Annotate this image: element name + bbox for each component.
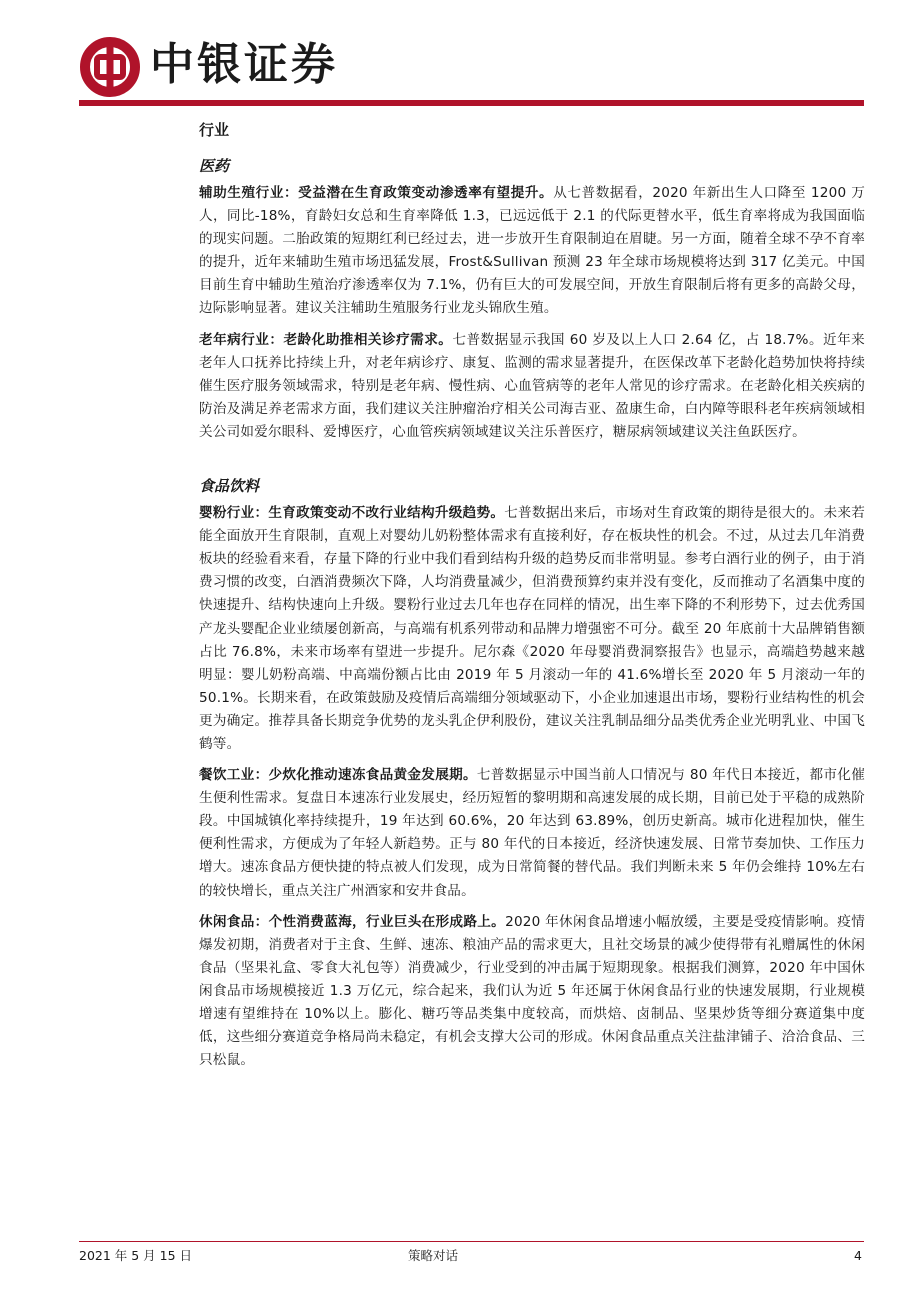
paragraph-lead: 餐饮工业：少炊化推动速冻食品黄金发展期。: [199, 767, 477, 784]
paragraph-catering-industry: [199, 764, 865, 903]
paragraph-body: 七普数据出来后，市场对生育政策的期待是很大的。未来若能全面放开生育限制，直观上对婴幼儿奶粉整体需求有直接利好，存在板块性的机会。不过，从过去几年消费板块的经验看来看，存量下降的行业中我们看到结构升级的趋势反而非常明显。参考白酒行业的例子，由于消费习惯的改变，白酒消费频次下降，人均消费量减少，但消费预算约束并没有变化，反而推动了名酒集中度的快速提升、结构快速向上升级。婴粉行业过去几年也存在同样的情况，出生率下降的不利形势下，过去优秀国产龙头婴配企业业绩屡创新高，与高端有机系列带动和品牌力增强密不可分。截至 20 年底前十大品牌销售额占比 76.8%，未来市场率有望进一步提升。尼尔森《2020 年母婴消费洞察报告》也显示，高端趋势越来越明显：婴儿奶粉高端、中高端份额占比由 2019 年 5 月滚动一年的 41.6%增长至 2020 年 5 月滚动一年的 50.1%。长期来看，在政策鼓励及疫情后高端细分领域驱动下，小企业加速退出市场，婴粉行业结构性的机会更为确定。推荐具备长期竞争优势的龙头乳企伊利股份，建议关注乳制品细分品类优秀企业光明乳业、中国飞鹤等。: [199, 505, 866, 752]
paragraph-infant-formula: [199, 502, 865, 756]
paragraph-lead: 老年病行业：老龄化助推相关诊疗需求。: [199, 331, 453, 348]
paragraph-lead: 婴粉行业：生育政策变动不改行业结构升级趋势。: [199, 505, 505, 522]
paragraph-body: 七普数据显示我国 60 岁及以上人口 2.64 亿，占 18.7%。近年来老年人口抚养比持续上升，对老年病诊疗、康复、监测的需求显著提升，在医保改革下老龄化趋势加快将持续催生医疗服务领域需求，特别是老年病、慢性病、心血管病等的老年人常见的诊疗需求。在老龄化相关疾病的防治及满足养老需求方面，我们建议关注肿瘤治疗相关公司海吉亚、盈康生命，白内障等眼科老年疾病领域相关公司如爱尔眼科、爱博医疗，心血管疾病领域建议关注乐普医疗，糖尿病领域建议关注鱼跃医疗。: [199, 331, 865, 440]
paragraph-body: 从七普数据看，2020 年新出生人口降至 1200 万人，同比-18%，育龄妇女总和生育率降低 1.3，已远远低于 2.1 的代际更替水平，低生育率将成为我国面临的现实问题。二胎政策的短期红利已经过去，进一步放开生育限制迫在眉睫。另一方面，随着全球不孕不育率的提升，近年来辅助生殖市场迅猛发展，Frost&Sullivan 预测 23 年全球市场规模将达到 317 亿美元。中国目前生育中辅助生殖治疗渗透率仅为 7.1%，仍有巨大的可发展空间，开放生育限制后将有更多的高龄父母，边际影响显著。建议关注辅助生殖服务行业龙头锦欣生殖。: [199, 185, 865, 317]
paragraph-snack-food: [199, 911, 865, 1073]
page-header: [0, 0, 920, 112]
section-spacer: [199, 452, 865, 466]
footer-divider: [79, 1241, 864, 1242]
paragraph-assisted-reproduction: [199, 182, 865, 321]
paragraph-lead: 辅助生殖行业：受益潜在生育政策变动渗透率有望提升。: [199, 185, 554, 201]
paragraph-lead: 休闲食品：个性消费蓝海，行业巨头在形成路上。: [199, 913, 506, 930]
footer-report-title: 策略对话: [408, 1248, 459, 1263]
section-title: 行业: [199, 121, 230, 139]
brand-name: 中银证券: [150, 39, 338, 90]
report-body: [199, 120, 865, 1080]
paragraph-body: 七普数据显示中国当前人口情况与 80 年代日本接近，都市化催生便利性需求。复盘日本速冻行业发展史，经历短暂的黎明期和高速发展的成长期，目前已处于平稳的成熟阶段。中国城镇化率持续提升，19 年达到 60.6%，20 年达到 63.89%，创历史新高。城市化进程加快，催生便利性需求，方便成为了年轻人新趋势。正与 80 年代的日本接近，经济快速发展、日常节奏加快、工作压力增大。速冻食品方便快捷的特点被人们发现，成为日常简餐的替代品。我们判断未来 5 年仍会维持 10%左右的较快增长，重点关注广州酒家和安井食品。: [199, 767, 865, 899]
header-divider: [79, 100, 864, 106]
subsection-heading-pharma: 医药: [199, 157, 230, 175]
paragraph-geriatric-disease: [199, 329, 865, 444]
page-number: 4: [854, 1248, 862, 1263]
footer-date: 2021 年 5 月 15 日: [79, 1248, 193, 1263]
bank-of-china-logo-icon: [79, 36, 141, 98]
paragraph-body: 2020 年休闲食品增速小幅放缓，主要是受疫情影响。疫情爆发初期，消费者对于主食、生鲜、速冻、粮油产品的需求更大，且社交场景的减少使得带有礼赠属性的休闲食品（坚果礼盒、零食大礼包等）消费减少，行业受到的冲击属于短期现象。根据我们测算，2020 年中国休闲食品市场规模接近 1.3 万亿元，综合起来，我们认为近 5 年还属于休闲食品行业的快速发展期，行业规模增速有望维持在 10%以上。膨化、糖巧等品类集中度较高，而烘焙、卤制品、坚果炒货等细分赛道集中度低，这些细分赛道竞争格局尚未稳定，有机会支撑大公司的形成。休闲食品重点关注盐津铺子、洽洽食品、三只松鼠。: [199, 913, 866, 1069]
subsection-heading-food-beverage: 食品饮料: [199, 477, 260, 496]
